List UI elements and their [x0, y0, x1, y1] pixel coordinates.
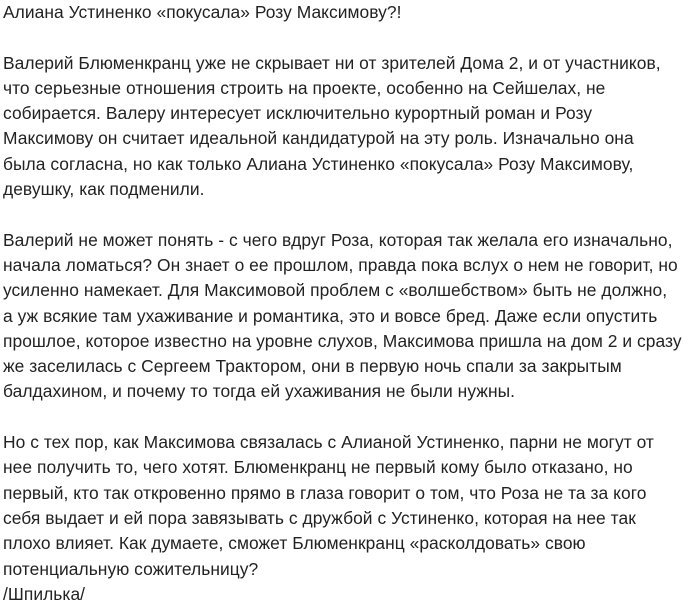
text-line: а уж всякие там ухаживание и романтика, это и вовсе бред. Даже если опустить — [3, 305, 658, 326]
author-signature: /Шпилька/ — [3, 583, 86, 604]
paragraph-2 — [3, 228, 697, 405]
text-line: прошлое, которое известно на уровне слухов, Максимова пришла на дом 2 и сразу — [3, 330, 682, 351]
text-line: начала ломаться? Он знает о ее прошлом, правда пока вслух о нем не говорит, но — [3, 254, 678, 275]
article-title: Алиана Устиненко «покусала» Розу Максимову?! — [3, 2, 402, 22]
text-line: нее получить то, чего хотят. Блюменкранц не первый кому было отказано, но — [3, 457, 633, 478]
text-line: была согласна, но как только Алиана Устиненко «покусала» Розу Максимову, — [3, 153, 634, 174]
text-line: Валерий не может понять - с чего вдруг Роза, которая так желала его изначально, — [3, 229, 673, 250]
text-line: первый, кто так откровенно прямо в глаза говорит о том, что Роза не та за кого — [3, 482, 647, 503]
text-line: потенциальную сожительницу? — [3, 558, 259, 579]
paragraph-1 — [3, 51, 697, 203]
text-line: Валерий Блюменкранц уже не скрывает ни от зрителей Дома 2, и от участников, — [3, 52, 661, 73]
text-line: Но с тех пор, как Максимова связалась с Алианой Устиненко, парни не могут от — [3, 432, 654, 453]
text-line: что серьезные отношения строить на проекте, особенно на Сейшелах, не — [3, 77, 606, 98]
text-line: Максимову он считает идеальной кандидатурой на эту роль. Изначально она — [3, 128, 634, 149]
article — [3, 0, 697, 607]
text-line: себя выдает и ей пора завязывать с дружбой с Устиненко, которая на нее так — [3, 507, 636, 528]
text-line: собирается. Валеру интересует исключительно курортный роман и Розу — [3, 103, 593, 124]
text-line: усиленно намекает. Для Максимовой проблем с «волшебством» быть не должно, — [3, 280, 668, 301]
text-line: же заселилась с Сергеем Трактором, они в первую ночь спали за закрытым — [3, 356, 622, 377]
text-line: балдахином, и почему то тогда ей ухаживания не были нужны. — [3, 381, 516, 402]
text-line: девушку, как подменили. — [3, 179, 205, 200]
text-line: плохо влияет. Как думаете, сможет Блюменкранц «расколдовать» свою — [3, 533, 586, 554]
paragraph-3 — [3, 430, 697, 582]
